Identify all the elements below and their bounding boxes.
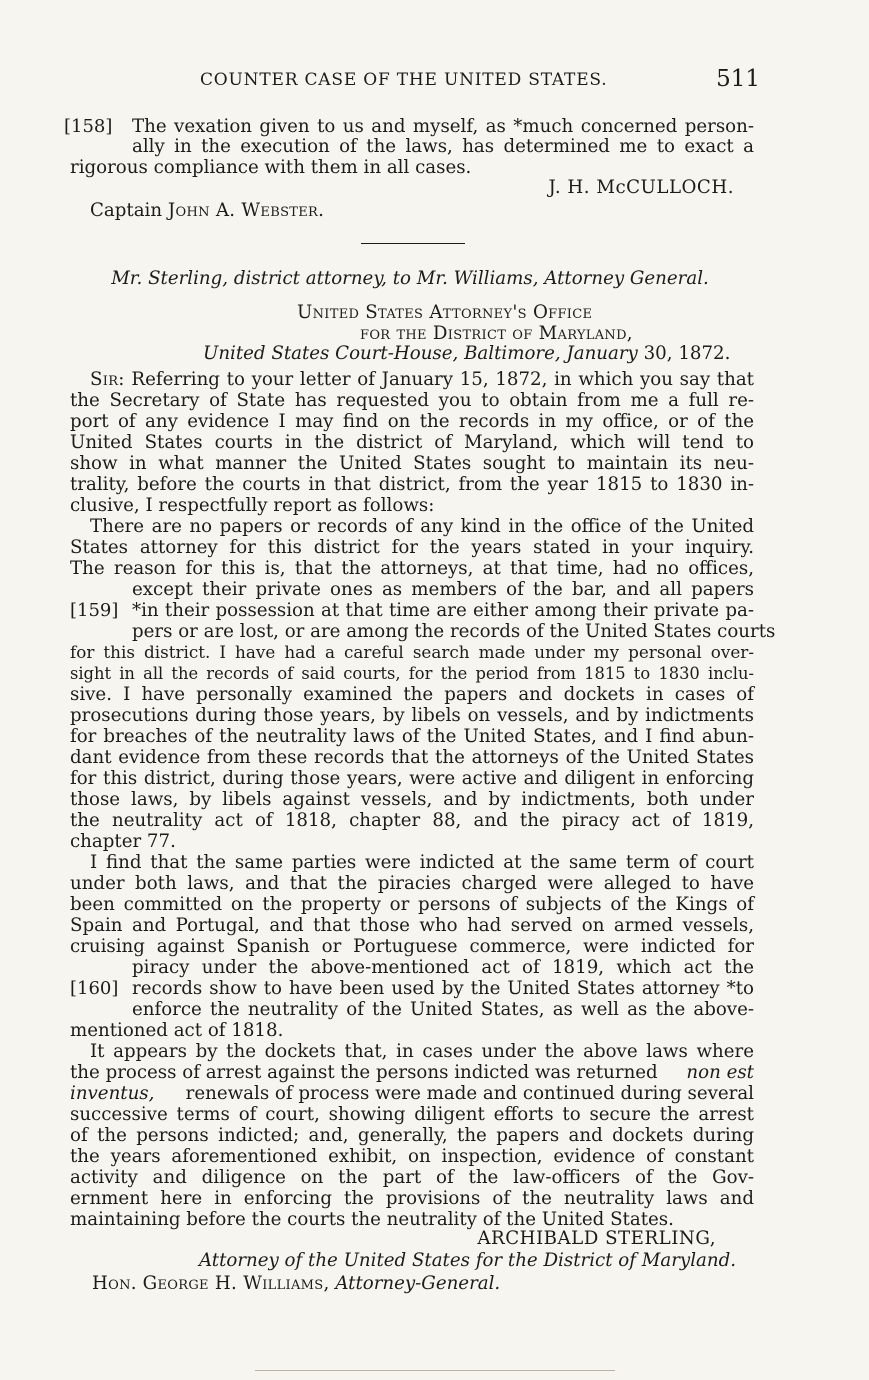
text-line: for breaches of the neutrality laws of the United States, and I find abun- — [70, 726, 754, 747]
text-line: for this district, during those years, were active and diligent in enforcing — [70, 768, 754, 789]
dateline-date: 30, 1872. — [643, 343, 731, 364]
text-line: I find that the same parties were indicted at the same term of court — [90, 852, 754, 873]
page-number: 511 — [716, 66, 760, 92]
text-line: the neutrality act of 1818, chapter 88, and the piracy act of 1819, — [70, 810, 754, 831]
text-line: There are no papers or records of any kind in the office of the United — [90, 516, 754, 537]
text-line: under both laws, and that the piracies charged were alleged to have — [70, 873, 754, 894]
text-line: enforce the neutrality of the United States, as well as the above- — [132, 999, 754, 1020]
text-line: The vexation given to us and myself, as *much concerned person- — [132, 116, 754, 137]
text-line: ally in the execution of the laws, has determined me to exact a — [132, 136, 754, 157]
page-header — [70, 66, 760, 96]
recipient-name: John A. Webster. — [167, 200, 325, 221]
text-line: show in what manner the United States sought to maintain its neu- — [70, 453, 754, 474]
dateline — [203, 343, 730, 364]
text-line: dant evidence from these records that the attorneys of the United States — [70, 747, 754, 768]
text-line: except their private ones as members of the bar, and all papers — [132, 579, 754, 600]
text-line: ernment here in enforcing the provisions of the neutrality laws and — [70, 1188, 754, 1209]
text-line: The reason for this is, that the attorneys, at that time, had no offices, — [70, 558, 754, 579]
text-line: piracy under the above-mentioned act of 1819, which act the — [132, 957, 754, 978]
text-line: States attorney for this district for the years stated in your inquiry. — [70, 537, 754, 558]
paragraph-text: renewals of process were made and continued during several — [185, 1083, 754, 1104]
text-line: pers or are lost, or are among the records of the United States courts — [132, 621, 776, 642]
text-line: clusive, I respectfully report as follows: — [70, 495, 435, 516]
text-line: United States courts in the district of Maryland, which will tend to — [70, 432, 754, 453]
latin-phrase-inventus: inventus, — [70, 1083, 155, 1104]
signature-sterling: ARCHIBALD STERLING, — [477, 1228, 716, 1249]
latin-phrase-non-est: non est — [686, 1062, 754, 1083]
addressee — [92, 1273, 500, 1294]
text-line: of the persons indicted; and, generally, the papers and dockets during — [70, 1125, 754, 1146]
recipient-webster — [90, 200, 324, 221]
signature-mcculloch: J. H. McCULLOCH. — [548, 177, 734, 198]
text-line — [70, 1083, 754, 1104]
text-line: those laws, by libels against vessels, and by indictments, both under — [70, 789, 754, 810]
text-line: trality, before the courts in that district, from the year 1815 to 1830 in- — [70, 474, 754, 495]
text-line: the Secretary of State has requested you to obtain from me a full re- — [70, 390, 754, 411]
dateline-place: United States Court-House, Baltimore, January — [203, 343, 638, 364]
signature-title: Attorney of the United States for the District of Maryland. — [198, 1250, 736, 1271]
text-line: for this district. I have had a careful search made under my personal over- — [70, 642, 754, 662]
text-line — [70, 1062, 754, 1083]
address-line-1: United States Attorney's Office — [297, 302, 593, 323]
address-line-2: for the District of Maryland, — [360, 323, 633, 344]
text-line: sight in all the records of said courts, for the period from 1815 to 1830 inclu- — [70, 664, 754, 683]
text-line: mentioned act of 1818. — [70, 1020, 284, 1041]
addressee-name: George H. Williams, — [142, 1273, 330, 1294]
margin-marker-158: [158] — [64, 116, 113, 137]
text-line: activity and diligence on the part of the law-officers of the Gov- — [70, 1167, 754, 1188]
text-line: the years aforementioned exhibit, on inspection, evidence of constant — [70, 1146, 754, 1167]
margin-marker-159: [159] — [70, 600, 119, 621]
text-line: successive terms of court, showing diligent efforts to secure the arrest — [70, 1104, 754, 1125]
letter-heading: Mr. Sterling, district attorney, to Mr. Williams, Attorney General. — [111, 268, 709, 289]
addressee-prefix: Hon. — [92, 1273, 137, 1294]
text-line: *in their possession at that time are either among their private pa- — [132, 600, 754, 621]
margin-marker-160: [160] — [70, 978, 119, 999]
addressee-title: Attorney-General. — [335, 1273, 501, 1294]
text-line: Spain and Portugal, and that those who had served on armed vessels, — [70, 915, 754, 936]
scan-artifact-line — [255, 1370, 615, 1371]
text-line: sive. I have personally examined the papers and dockets in cases of — [70, 684, 754, 705]
paragraph-text: the process of arrest against the persons indicted was returned — [70, 1062, 658, 1083]
text-line: prosecutions during those years, by libels on vessels, and by indictments — [70, 705, 754, 726]
text-line — [90, 369, 754, 390]
section-divider — [361, 243, 465, 244]
recipient-prefix: Captain — [90, 200, 163, 221]
text-line: cruising against Spanish or Portuguese commerce, were indicted for — [70, 936, 754, 957]
text-line: been committed on the property or persons of subjects of the Kings of — [70, 894, 754, 915]
running-head: COUNTER CASE OF THE UNITED STATES. — [200, 70, 608, 90]
text-line: records show to have been used by the United States attorney *to — [132, 978, 754, 999]
salutation: Sir: — [90, 369, 125, 390]
paragraph-text: Referring to your letter of January 15, 1872, in which you say that — [131, 369, 754, 390]
text-line: rigorous compliance with them in all cases. — [70, 157, 472, 178]
text-line: port of any evidence I may find on the records in my office, or of the — [70, 411, 754, 432]
text-line: It appears by the dockets that, in cases under the above laws where — [90, 1041, 754, 1062]
text-line: maintaining before the courts the neutrality of the United States. — [70, 1209, 674, 1230]
text-line: chapter 77. — [70, 831, 176, 852]
